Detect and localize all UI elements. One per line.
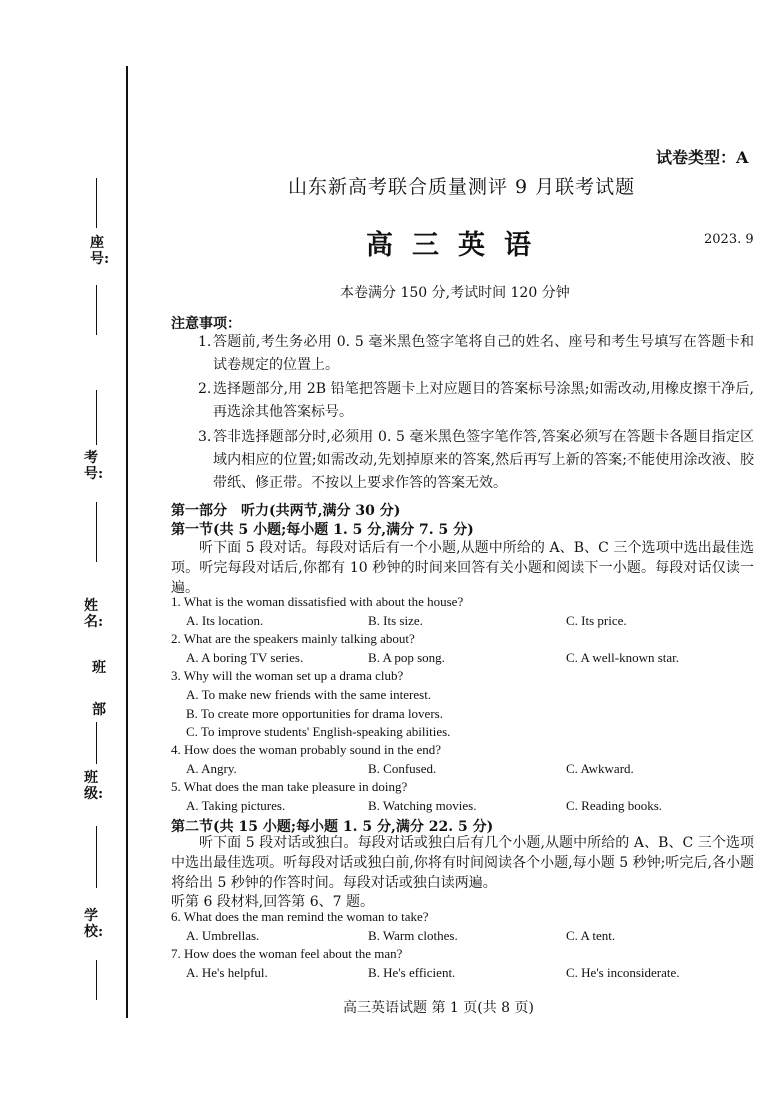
option-c: C. He's inconsiderate. <box>566 965 680 980</box>
question-stem: 7. How does the woman feel about the man? <box>171 946 403 961</box>
class-char-ban: 班 <box>92 660 106 676</box>
option-a: A. Angry. <box>186 761 237 776</box>
note-item <box>198 378 754 424</box>
exam-no-divider-line <box>96 502 97 562</box>
option-a: A. Umbrellas. <box>186 928 260 943</box>
page-footer: 高三英语试题 第 1 页(共 8 页) <box>343 1000 534 1016</box>
question-stem: 3. Why will the woman set up a drama club? <box>171 668 404 683</box>
note-text: 答题前,考生务必用 0. 5 毫米黑色签字笔将自己的姓名、座号和考生号填写在答题卡和试卷规定的位置上。 <box>213 334 754 373</box>
exam-title: 山东新高考联合质量测评 9 月联考试题 <box>288 176 636 198</box>
option-c: C. Its price. <box>566 613 627 628</box>
option-b: B. Warm clothes. <box>368 928 458 943</box>
option-a: A. Its location. <box>186 613 264 628</box>
score-time-line: 本卷满分 150 分,考试时间 120 分钟 <box>340 285 570 301</box>
note-number: 2. <box>198 381 212 397</box>
seat-label: 座号: <box>90 235 110 267</box>
school-field-line <box>96 960 97 1000</box>
question-stem: 5. What does the man take pleasure in doing? <box>171 779 408 794</box>
question-stem: 6. What does the man remind the woman to take? <box>171 909 429 924</box>
option-c: C. Awkward. <box>566 761 634 776</box>
class-char-bu: 部 <box>92 702 106 718</box>
class-field-line <box>96 722 97 764</box>
section2-instructions: 听下面 5 段对话或独白。每段对话或独白后有几个小题,从题中所给的 A、B、C 三个选项中选出最佳选项。听每段对话或独白前,你将有时间阅读各个小题,每小题 5 秒钟;听完后,各小题将给出 5 秒钟的作答时间。每段对话或独白读两遍。 <box>171 835 754 891</box>
seat-divider-line <box>96 285 97 335</box>
question-stem: 1. What is the woman dissatisfied with about the house? <box>171 594 464 609</box>
option-b: B. Its size. <box>368 613 423 628</box>
option-c: C. To improve students' English-speaking abilities. <box>186 724 451 739</box>
section1-instructions: 听下面 5 段对话。每段对话后有一个小题,从题中所给的 A、B、C 三个选项中选出最佳选项。听完每段对话后,你都有 10 秒钟的时间来回答有关小题和阅读下一小题。每段对话仅读一遍。 <box>171 540 754 596</box>
name-label: 姓名: <box>84 598 104 630</box>
exam-no-field-line <box>96 390 97 445</box>
subject-title: 高三英语 <box>366 230 550 261</box>
question-stem: 4. How does the woman probably sound in the end? <box>171 742 442 757</box>
question-stem: 2. What are the speakers mainly talking about? <box>171 631 415 646</box>
option-b: B. He's efficient. <box>368 965 456 980</box>
exam-no-label: 考号: <box>84 450 104 482</box>
section2-heading: 第二节(共 15 小题;每小题 1. 5 分,满分 22. 5 分) <box>171 819 494 835</box>
school-label: 学校: <box>84 908 104 940</box>
note-number: 3. <box>198 429 212 445</box>
option-a: A. Taking pictures. <box>186 798 286 813</box>
note-item <box>198 331 754 377</box>
exam-date: 2023. 9 <box>704 232 754 247</box>
option-a: A. To make new friends with the same interest. <box>186 687 432 702</box>
paper-type: 试卷类型：A <box>656 148 749 167</box>
option-b: B. A pop song. <box>368 650 445 665</box>
section1-heading: 第一节(共 5 小题;每小题 1. 5 分,满分 7. 5 分) <box>171 522 474 538</box>
note-number: 1. <box>198 334 212 350</box>
class-divider-line <box>96 826 97 888</box>
note-text: 答非选择题部分时,必须用 0. 5 毫米黑色签字笔作答,答案必须写在答题卡各题目指定区域内相应的位置;如需改动,先划掉原来的答案,然后再写上新的答案;不能使用涂改液、胶带纸、修正带。不按以上要求作答的答案无效。 <box>213 429 754 491</box>
class-label: 班级: <box>84 770 104 802</box>
option-c: C. A well-known star. <box>566 650 680 665</box>
binding-line <box>126 66 128 1018</box>
note-text: 选择题部分,用 2B 铅笔把答题卡上对应题目的答案标号涂黑;如需改动,用橡皮擦干净后,再选涂其他答案标号。 <box>213 381 754 420</box>
option-b: B. Watching movies. <box>368 798 477 813</box>
seat-field-line <box>96 178 97 228</box>
option-a: A. A boring TV series. <box>186 650 304 665</box>
part-heading: 第一部分 听力(共两节,满分 30 分) <box>171 503 401 519</box>
option-b: B. To create more opportunities for drama lovers. <box>186 706 443 721</box>
option-a: A. He's helpful. <box>186 965 268 980</box>
material-note: 听第 6 段材料,回答第 6、7 题。 <box>171 894 374 910</box>
option-c: C. A tent. <box>566 928 616 943</box>
option-c: C. Reading books. <box>566 798 663 813</box>
note-item <box>198 426 754 495</box>
notes-heading: 注意事项： <box>171 316 241 332</box>
option-b: B. Confused. <box>368 761 437 776</box>
